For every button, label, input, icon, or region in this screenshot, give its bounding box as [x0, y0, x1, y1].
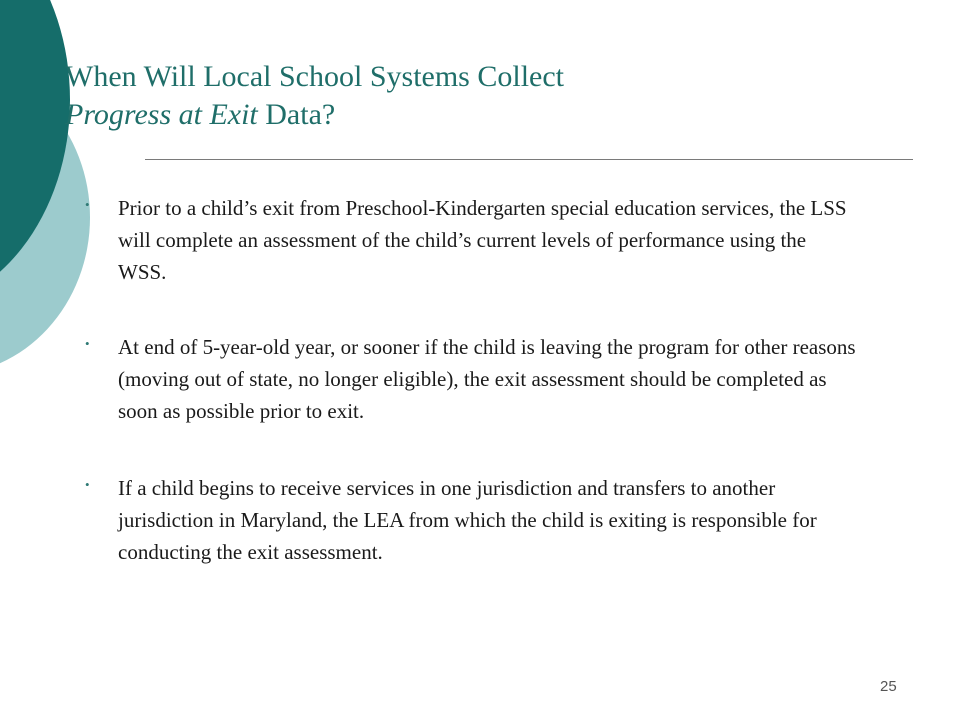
bullet-marker: • — [85, 477, 90, 492]
bullet-text: At end of 5-year-old year, or sooner if the child is leaving the program for other reasons (moving out of state, no longer eligible), the exit assessment should be completed as soon as possible prior to exit. — [118, 335, 856, 423]
title-italic-part: Progress at Exit — [65, 98, 258, 131]
title-divider — [145, 159, 913, 160]
slide-title — [65, 58, 885, 134]
bullet-text: Prior to a child’s exit from Preschool-Kindergarten special education services, the LSS will complete an assessment of the child’s current levels of performance using the WSS. — [118, 196, 847, 284]
title-rest: Data? — [257, 98, 336, 131]
title-line-1: When Will Local School Systems Collect — [65, 60, 564, 93]
bullet-marker: • — [85, 197, 90, 212]
page-number: 25 — [880, 678, 897, 695]
bullet-marker: • — [85, 336, 90, 351]
bullet-text: If a child begins to receive services in one jurisdiction and transfers to another jurisdiction in Maryland, the LEA from which the child is exiting is responsible for conducting the exit assessment. — [118, 476, 817, 564]
